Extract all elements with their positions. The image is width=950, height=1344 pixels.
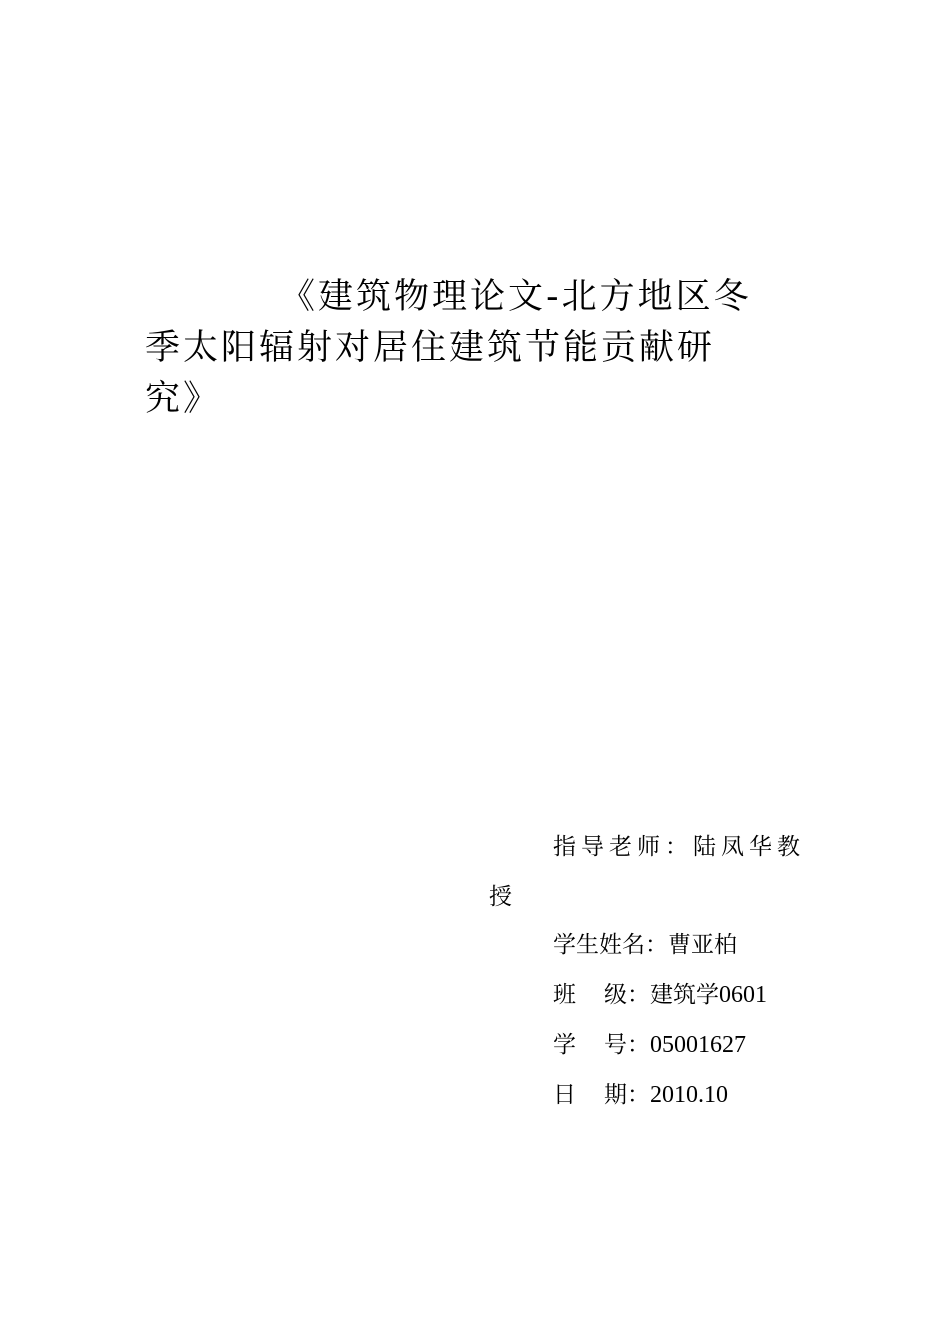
date-row (553, 1080, 728, 1110)
advisor-line-1: 指导老师：陆凤华教 (553, 834, 805, 860)
date-label-first-char: 日 (553, 1082, 576, 1108)
class-label-rest: 级： (604, 982, 650, 1008)
date-value: 2010.10 (650, 1082, 728, 1108)
class-row (553, 980, 767, 1010)
id-label-rest: 号： (604, 1032, 650, 1058)
class-value-text: 建筑学 (650, 982, 719, 1008)
class-label-first-char: 班 (553, 982, 576, 1008)
student-name-row (553, 930, 737, 960)
student-id-row (553, 1030, 746, 1060)
student-name-label: 学生姓名： (553, 932, 668, 958)
title-line-1: 《建筑物理论文-北方地区冬 (280, 277, 752, 317)
class-value-number: 0601 (719, 982, 767, 1008)
advisor-line-2: 授 (489, 884, 512, 910)
paper-title (145, 272, 810, 425)
id-label-first-char: 学 (553, 1032, 576, 1058)
student-id-value: 05001627 (650, 1032, 746, 1058)
title-line-2: 季太阳辐射对居住建筑节能贡献研 (145, 328, 716, 368)
date-label-rest: 期： (604, 1082, 650, 1108)
title-line-3: 究》 (145, 379, 222, 419)
student-name-value: 曹亚柏 (668, 932, 737, 958)
